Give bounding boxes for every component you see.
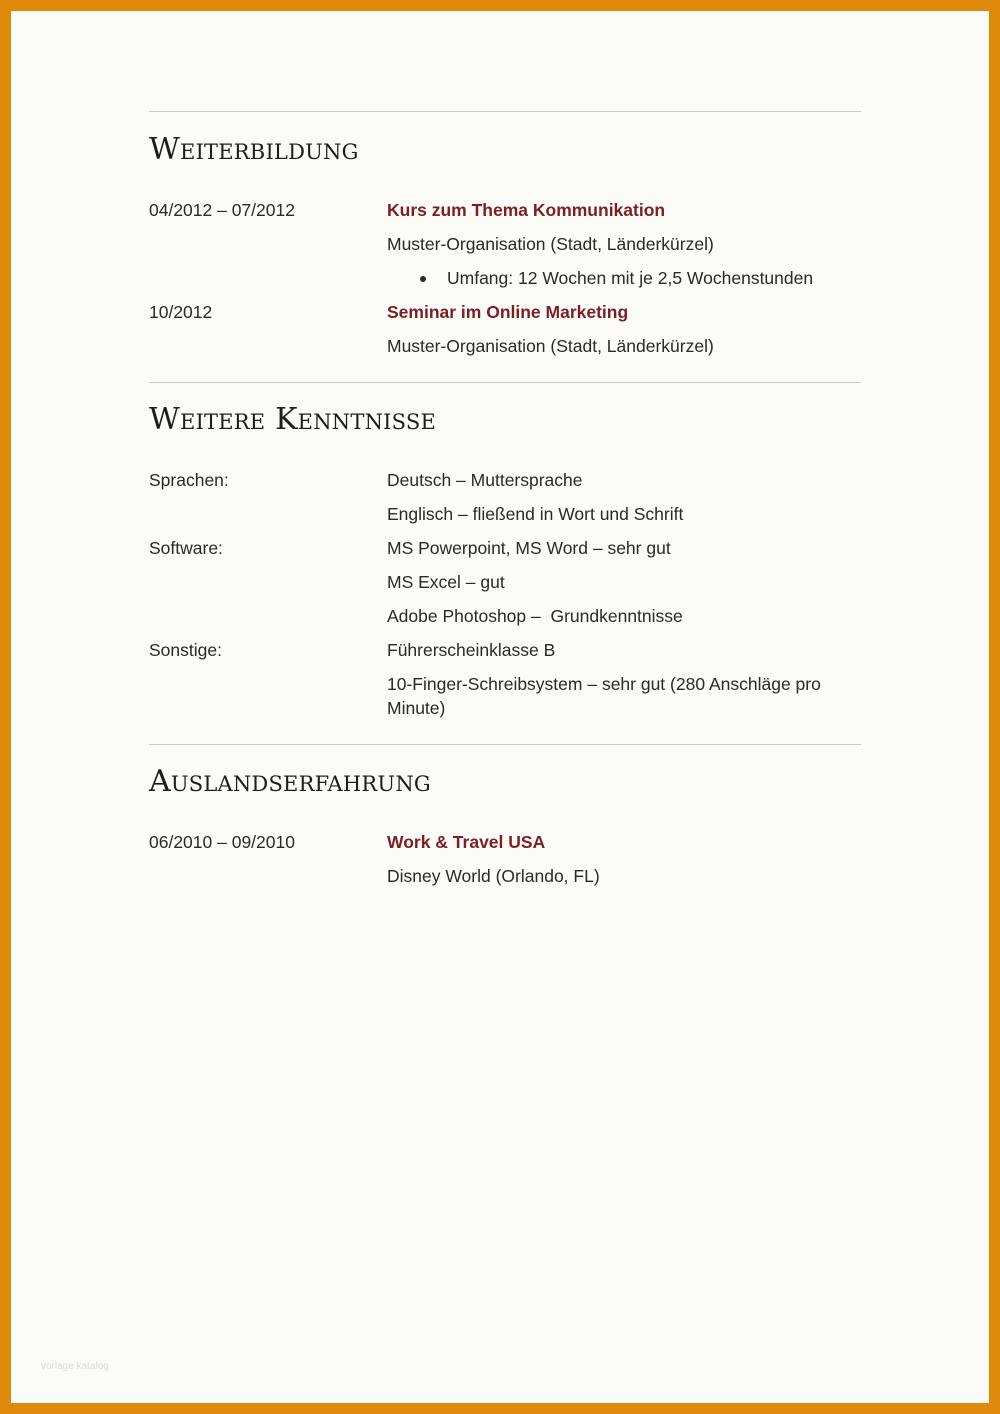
entry-organization: Muster-Organisation (Stadt, Länderkürzel) bbox=[387, 234, 714, 254]
entry-title: Kurs zum Thema Kommunikation bbox=[387, 200, 666, 220]
skill-label: Sonstige: bbox=[149, 640, 222, 660]
section-title-weitere-kenntnisse: Weitere Kenntnisse bbox=[149, 402, 436, 437]
skill-value: Englisch – fließend in Wort und Schrift bbox=[387, 504, 684, 524]
entry-date: 04/2012 – 07/2012 bbox=[149, 200, 295, 220]
section-divider bbox=[149, 382, 861, 383]
bullet-icon bbox=[420, 276, 426, 282]
skill-label: Sprachen: bbox=[149, 470, 229, 490]
skill-value: MS Powerpoint, MS Word – sehr gut bbox=[387, 538, 671, 558]
watermark: vorlage katalog bbox=[41, 1361, 109, 1372]
section-title-weiterbildung: Weiterbildung bbox=[149, 132, 359, 167]
section-divider bbox=[149, 111, 861, 112]
entry-bullet-text: Umfang: 12 Wochen mit je 2,5 Wochenstunden bbox=[447, 268, 814, 288]
cv-page bbox=[11, 11, 989, 1403]
skill-value: Führerscheinklasse B bbox=[387, 640, 556, 660]
entry-date: 10/2012 bbox=[149, 302, 213, 322]
section-title-auslandserfahrung: Auslandserfahrung bbox=[149, 764, 431, 799]
skill-value: Deutsch – Muttersprache bbox=[387, 470, 583, 490]
entry-title: Work & Travel USA bbox=[387, 832, 546, 852]
skill-value: 10-Finger-Schreibsystem – sehr gut (280 Anschläge pro Minute) bbox=[387, 674, 821, 718]
entry-organization: Disney World (Orlando, FL) bbox=[387, 866, 600, 886]
entry-organization: Muster-Organisation (Stadt, Länderkürzel) bbox=[387, 336, 714, 356]
skill-label: Software: bbox=[149, 538, 223, 558]
skill-value: MS Excel – gut bbox=[387, 572, 505, 592]
entry-date: 06/2010 – 09/2010 bbox=[149, 832, 295, 852]
section-divider bbox=[149, 744, 861, 745]
entry-title: Seminar im Online Marketing bbox=[387, 302, 629, 322]
skill-value: Adobe Photoshop – Grundkenntnisse bbox=[387, 606, 683, 626]
